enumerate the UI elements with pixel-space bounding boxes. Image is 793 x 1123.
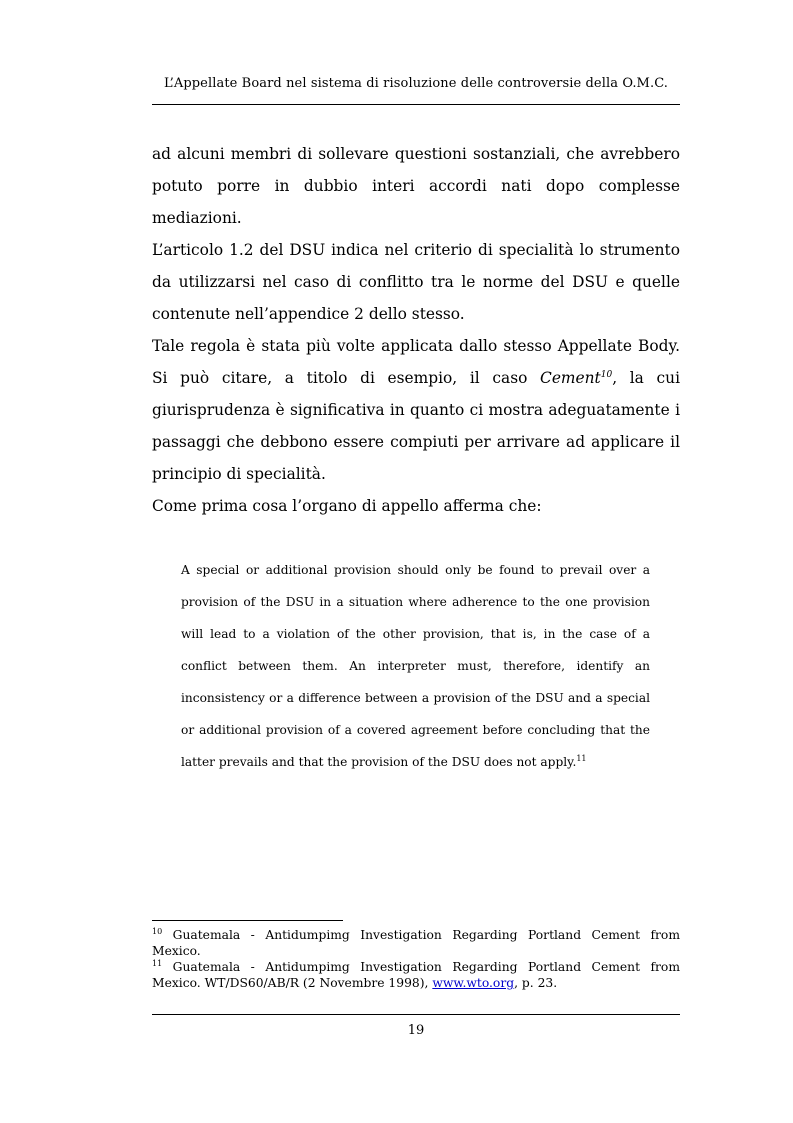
paragraph-1: ad alcuni membri di sollevare questioni sostanziali, che avrebbero potuto porre in dubbio interi accordi nati dopo complesse mediazioni. xyxy=(152,145,680,227)
page-number: 19 xyxy=(407,1023,425,1038)
running-header: L’Appellate Board nel sistema di risoluzione delle controversie della O.M.C. xyxy=(163,76,669,91)
quote-text: A special or additional provision should only be found to prevail over a provision of the DSU in a situation where adherence to the one provision will lead to a violation of the other provision, that is, in the case of a conflict between them. An interpreter must, therefore, identify an inconsistency or a difference between a provision of the DSU and a special or additional provision of a covered agreement before concluding that the latter prevails and that the provision of the DSU does not apply. xyxy=(181,563,650,769)
footnote-11-tail: , p. 23. xyxy=(514,976,558,990)
body-text xyxy=(152,138,680,522)
paragraph-3-end: , la cui giurisprudenza è significativa in quanto ci mostra adeguatamente i passaggi che debbono essere compiuti per arrivare ad applicare il principio di specialità. xyxy=(152,369,680,483)
paragraph-3 xyxy=(152,330,680,490)
block-quote xyxy=(181,554,650,778)
header-rule xyxy=(152,104,680,105)
footnote-separator xyxy=(152,920,343,921)
footnote-11-number: 11 xyxy=(152,958,163,968)
paragraph-2: L’articolo 1.2 del DSU indica nel criterio di specialità lo strumento da utilizzarsi nel caso di conflitto tra le norme del DSU e quelle contenute nell’appendice 2 dello stesso. xyxy=(152,241,680,323)
footnote-10 xyxy=(152,927,680,959)
paragraph-3-start: Tale regola è stata più volte applicata dallo stesso Appellate Body. Si può citare, a titolo di esempio, il caso xyxy=(152,337,680,387)
footer-rule xyxy=(152,1014,680,1015)
footnote-ref-10[interactable]: 10 xyxy=(600,369,613,380)
paragraph-4: Come prima cosa l’organo di appello afferma che: xyxy=(152,497,542,515)
footnote-11-text: Guatemala - Antidumpimg Investigation Regarding Portland Cement from Mexico. WT/DS60/AB/R (2 Novembre 1998), xyxy=(152,960,680,990)
footnote-10-number: 10 xyxy=(152,926,163,936)
footnotes xyxy=(152,927,680,991)
footnote-ref-11[interactable]: 11 xyxy=(576,753,587,763)
footnote-11 xyxy=(152,959,680,991)
case-name: Cement$^{10}$ xyxy=(540,369,613,387)
wto-link[interactable]: www.wto.org xyxy=(432,976,515,990)
footnote-10-text: Guatemala - Antidumpimg Investigation Regarding Portland Cement from Mexico. xyxy=(152,928,680,958)
